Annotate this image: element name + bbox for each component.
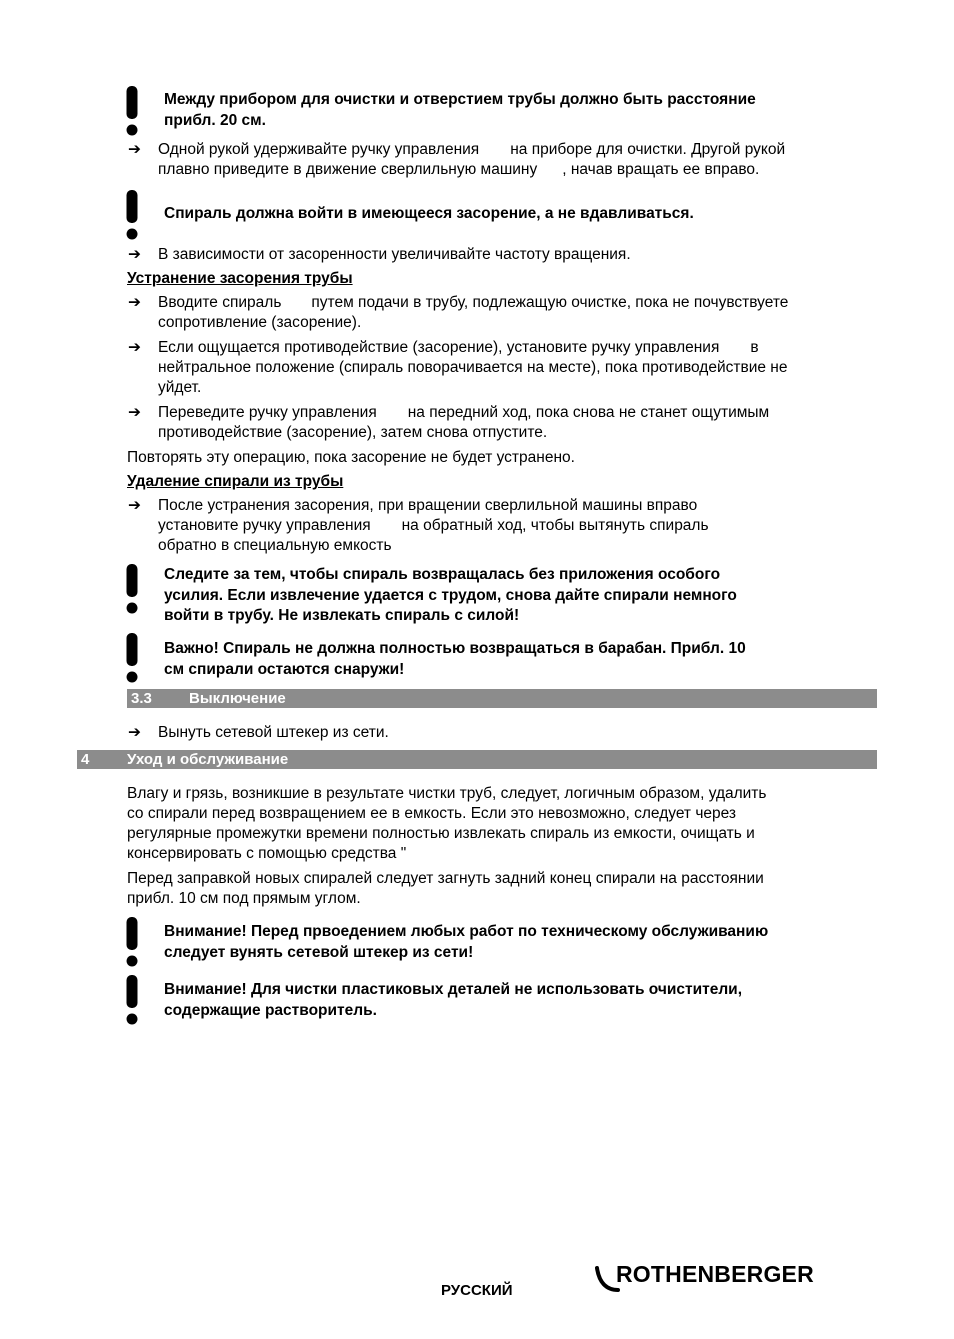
instruction-item: Если ощущается противодействие (засорение), установите ручку управления в нейтральное положение (спираль поворачивается на месте), пока противодействие не уйдет. xyxy=(158,339,788,396)
arrow-icon: ➔ xyxy=(128,141,141,158)
subheading: Устранение засорения трубы xyxy=(127,270,353,287)
arrow-icon: ➔ xyxy=(128,294,141,311)
warning-text: Следите за тем, чтобы спираль возвращалась без приложения особого усилия. Если извлечение удается с трудом, снова дайте спирали немного войти в трубу. Не извлекать спираль с силой! xyxy=(164,566,737,624)
warning-exclamation-icon xyxy=(125,633,139,683)
warning-exclamation-icon xyxy=(125,190,139,240)
paragraph: Влагу и грязь, возникшие в результате чистки труб, следует, логичным образом, удалить со спирали перед возвращением ее в емкость. Если это невозможно, следует через регулярные промежутки времени полностью извлекать спираль из емкости, очищать и консервировать с помощью средства " xyxy=(127,785,767,862)
instruction-item: После устранения засорения, при вращении сверлильной машины вправо установите ручку управления на обратный ход, чтобы вытянуть спираль обратно в специальную емкость xyxy=(158,497,709,554)
section-title: Выключение xyxy=(189,690,286,707)
logo-text: ROTHENBERGER xyxy=(616,1261,814,1287)
warning-exclamation-icon xyxy=(125,564,139,614)
warning-exclamation-icon xyxy=(125,975,139,1025)
subheading: Удаление спирали из трубы xyxy=(127,473,344,490)
warning-text: Между прибором для очистки и отверстием трубы должно быть расстояние прибл. 20 см. xyxy=(164,91,756,129)
warning-text: Внимание! Для чистки пластиковых деталей не использовать очистители, содержащие растворитель. xyxy=(164,981,743,1019)
warning-text: Спираль должна войти в имеющееся засорение, а не вдавливаться. xyxy=(164,205,694,222)
section-header-4 xyxy=(77,750,877,769)
instruction-item: Вводите спираль путем подачи в трубу, подлежащую очистке, пока не почувствуете сопротивление (засорение). xyxy=(158,294,789,331)
paragraph: Перед заправкой новых спиралей следует загнуть задний конец спирали на расстоянии прибл. 10 см под прямым углом. xyxy=(127,870,764,907)
section-number: 4 xyxy=(81,751,90,768)
warning-exclamation-icon xyxy=(125,917,139,967)
warning-text: Внимание! Перед првоедением любых работ по техническому обслуживанию следует вунять сетевой штекер из сети! xyxy=(164,923,769,961)
footer-language: РУССКИЙ xyxy=(441,1282,513,1299)
arrow-icon: ➔ xyxy=(128,497,141,514)
instruction-item: Одной рукой удерживайте ручку управления на приборе для очистки. Другой рукой плавно приведите в движение сверлильную машину , начав вращать ее вправо. xyxy=(158,141,786,178)
instruction-item: Вынуть сетевой штекер из сети. xyxy=(158,724,389,741)
section-header-3-3 xyxy=(127,689,877,708)
arrow-icon: ➔ xyxy=(128,724,141,741)
instruction-item: Переведите ручку управления на передний ход, пока снова не станет ощутимым противодействие (засорение), затем снова отпустите. xyxy=(158,404,770,441)
arrow-icon: ➔ xyxy=(128,404,141,421)
instruction-item: В зависимости от засоренности увеличивайте частоту вращения. xyxy=(158,246,631,263)
arrow-icon: ➔ xyxy=(128,339,141,356)
warning-text: Важно! Спираль не должна полностью возвращаться в барабан. Прибл. 10 см спирали остаются снаружи! xyxy=(164,640,746,678)
warning-exclamation-icon xyxy=(125,86,139,136)
paragraph: Повторять эту операцию, пока засорение не будет устранено. xyxy=(127,449,575,466)
section-number: 3.3 xyxy=(131,690,152,707)
arrow-icon: ➔ xyxy=(128,246,141,263)
section-title: Уход и обслуживание xyxy=(127,751,289,768)
